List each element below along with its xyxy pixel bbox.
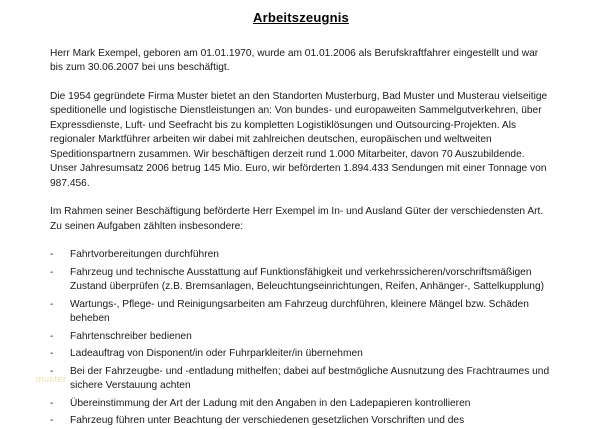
list-bullet: - [50, 397, 54, 409]
list-bullet: - [50, 298, 54, 310]
paragraph-tasks-intro: Im Rahmen seiner Beschäftigung beförderte Herr Exempel im In- und Ausland Güter der verschiedensten Art. Zu seinen Aufgaben zählten insbesondere: [50, 206, 544, 232]
list-bullet: - [50, 415, 54, 427]
list-item-label: Fahrzeug führen unter Beachtung der verschiedenen gesetzlichen Vorschriften und des [70, 415, 465, 427]
list-bullet: - [50, 348, 54, 360]
list-item-label: Wartungs-, Pflege- und Reinigungsarbeiten am Fahrzeug durchführen, kleinere Mängel bzw. Schäden beheben [70, 298, 529, 325]
list-bullet: - [50, 266, 54, 278]
paragraph-company: Die 1954 gegründete Firma Muster bietet an den Standorten Musterburg, Bad Muster und Musterau vielseitige speditionelle und logistische Dienstleistungen an: Von bundes- und europaweiten Sammelgutverkehren, über Expressdienste, Luft- und Seefracht bis zu kompletten Logistiklösungen und Outsourcing-Projekten. Als regionaler Marktführer arbeiten wir dabei mit zahlreichen deutschen, europäischen und weltweiten Speditionspartnern zusammen. Wir beschäftigen derzeit rund 1.000 Mitarbeiter, davon 70 Auszubildende. Unser Jahresumsatz 2006 betrug 145 Mio. Euro, wir beförderten 1.894.433 Sendungen mit einer Tonnage von 987.456. [50, 90, 548, 189]
list-item [50, 266, 552, 295]
watermark-text: muster [36, 374, 67, 384]
list-bullet: - [50, 249, 54, 261]
list-bullet: - [50, 330, 54, 342]
page-title: Arbeitszeugnis [253, 10, 349, 25]
list-item-label: Ladeauftrag von Disponent/in oder Fuhrparkleiter/in übernehmen [70, 348, 363, 360]
list-item-label: Übereinstimmung der Art der Ladung mit den Angaben in den Ladepapieren kontrollieren [70, 397, 471, 409]
list-item [50, 298, 552, 327]
list-item [50, 397, 552, 411]
list-item-label: Fahrtenschreiber bedienen [70, 330, 192, 342]
list-bullet: - [50, 365, 54, 377]
paragraph-intro: Herr Mark Exempel, geboren am 01.01.1970, wurde am 01.01.2006 als Berufskraftfahrer eingestellt und war bis zum 30.06.2007 bei uns beschäftigt. [50, 48, 539, 74]
list-item [50, 414, 552, 428]
list-item [50, 330, 552, 344]
list-item-label: Fahrtvorbereitungen durchführen [70, 249, 219, 261]
list-item [50, 248, 552, 262]
list-item-label: Bei der Fahrzeugbe- und -entladung mithelfen; dabei auf bestmögliche Ausnutzung des Frachtraumes und sichere Verstauung achten [70, 365, 550, 392]
list-item [50, 347, 552, 361]
list-item-label: Fahrzeug und technische Ausstattung auf Funktionsfähigkeit und verkehrssicheren/vorschriftsmäßigen Zustand überprüfen (z.B. Bremsanlagen, Beleuchtungseinrichtungen, Reifen, Anhänger-, Sattelkupplung) [70, 266, 545, 293]
tasks-list [50, 248, 552, 428]
list-item [50, 365, 552, 394]
